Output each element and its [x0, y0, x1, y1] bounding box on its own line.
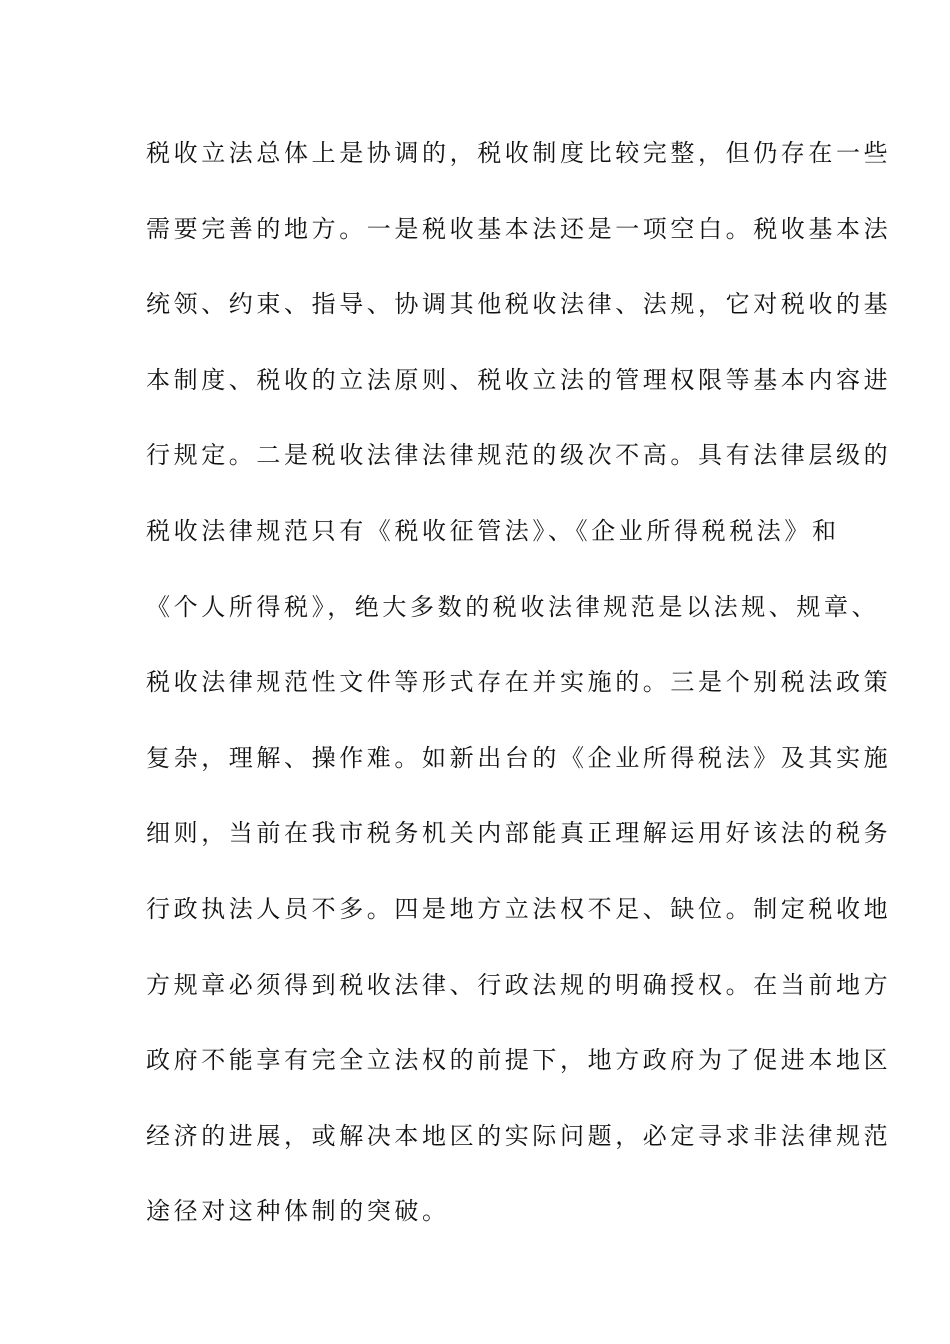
text-line: 复杂，理解、操作难。如新出台的《企业所得税法》及其实施	[146, 743, 892, 772]
text-line: 统领、约束、指导、协调其他税收法律、法规，它对税收的基	[146, 290, 892, 319]
text-line: 税收法律规范性文件等形式存在并实施的。三是个别税法政策	[146, 668, 892, 697]
text-line: 方规章必须得到税收法律、行政法规的明确授权。在当前地方	[146, 970, 892, 999]
text-line: 行规定。二是税收法律法律规范的级次不高。具有法律层级的	[146, 441, 892, 470]
text-line: 需要完善的地方。一是税收基本法还是一项空白。税收基本法	[146, 214, 892, 243]
text-line: 税收法律规范只有《税收征管法》、《企业所得税税法》和	[146, 516, 840, 545]
text-line: 经济的进展，或解决本地区的实际问题，必定寻求非法律规范	[146, 1121, 892, 1150]
text-line: 《个人所得税》，绝大多数的税收法律规范是以法规、规章、	[146, 592, 880, 621]
text-line: 政府不能享有完全立法权的前提下，地方政府为了促进本地区	[146, 1046, 892, 1075]
text-line: 细则，当前在我市税务机关内部能真正理解运用好该法的税务	[146, 819, 892, 848]
text-line: 本制度、税收的立法原则、税收立法的管理权限等基本内容进	[146, 365, 892, 394]
text-line: 行政执法人员不多。四是地方立法权不足、缺位。制定税收地	[146, 894, 892, 923]
text-line: 税收立法总体上是协调的，税收制度比较完整，但仍存在一些	[146, 139, 892, 167]
text-line: 途径对这种体制的突破。	[146, 1197, 450, 1226]
body-paragraph	[146, 131, 892, 1265]
